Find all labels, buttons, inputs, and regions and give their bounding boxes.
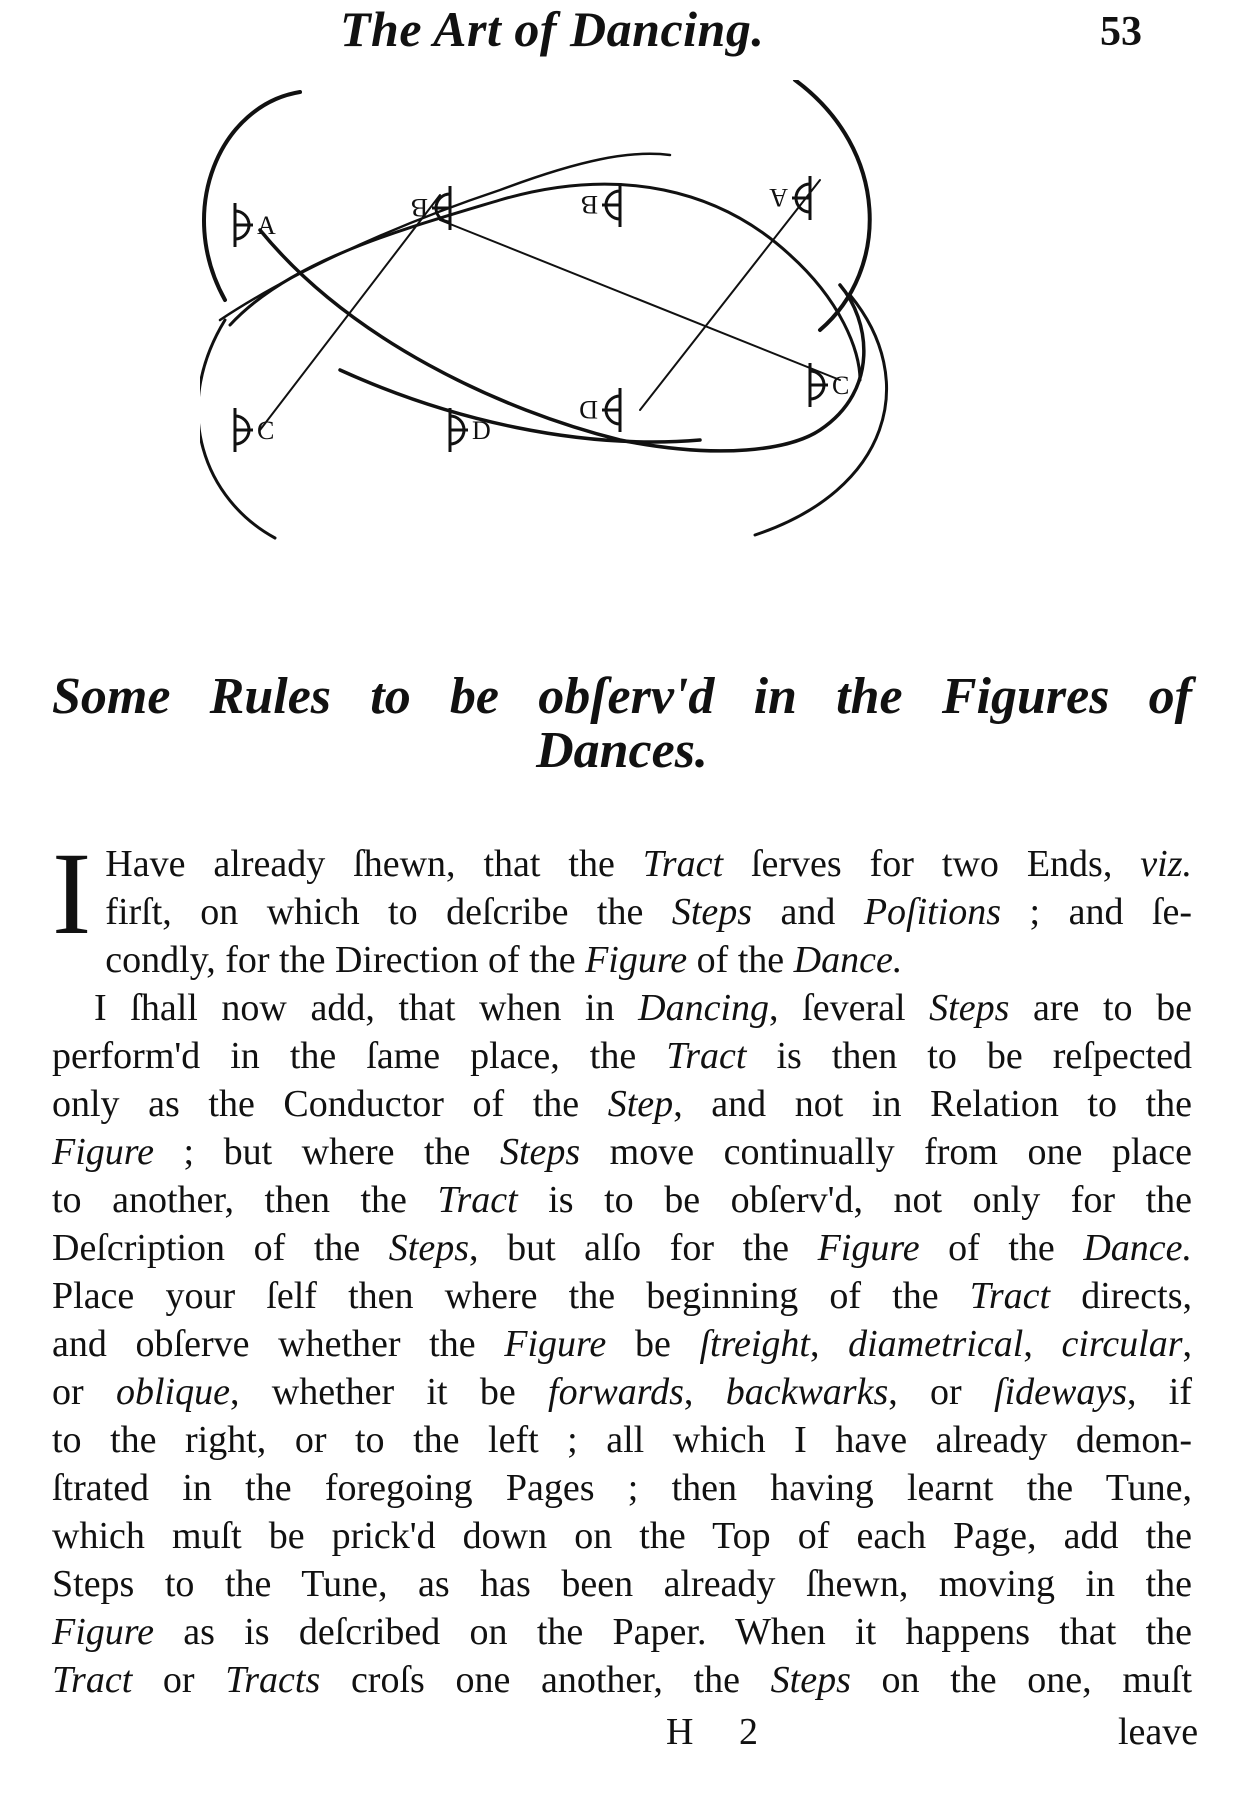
body-text-segment: are to be: [1009, 987, 1193, 1029]
body-text-segment: ſideways: [994, 1371, 1127, 1413]
tract-diagonal-1: [260, 195, 440, 430]
position-label: C: [832, 371, 850, 400]
outer-arc-top-left: [204, 92, 300, 300]
dance-figure-diagram: [200, 80, 1020, 640]
catchword: leave: [1118, 1711, 1199, 1753]
body-text-segment: Tract: [666, 1035, 747, 1077]
body-text-segment: Steps: [770, 1659, 851, 1701]
body-line: [52, 1272, 1192, 1320]
body-text-segment: Deſcription of the: [52, 1227, 389, 1269]
body-text-segment: or: [52, 1371, 116, 1413]
body-text-segment: of the: [919, 1227, 1084, 1269]
body-line: [52, 1032, 1192, 1080]
body-text-segment: Figure: [52, 1131, 155, 1173]
body-text-segment: is then to be reſpected: [746, 1035, 1192, 1077]
body-line: [52, 936, 1192, 984]
body-text-segment: viz.: [1140, 843, 1192, 885]
running-title: The Art of Dancing.: [340, 1, 765, 57]
body-line: [52, 984, 1192, 1032]
body-text-segment: croſs one another, the: [320, 1659, 771, 1701]
body-text-segment: ; but where the: [154, 1131, 500, 1173]
body-text-segment: Tract: [969, 1275, 1051, 1317]
section-title: [52, 670, 1192, 778]
body-text-segment: Have already ſhewn, that the: [105, 843, 643, 885]
body-text-segment: and: [752, 891, 864, 933]
body-text-segment: , or: [888, 1371, 995, 1413]
body-text-segment: forwards: [548, 1371, 684, 1413]
section-title-line-2: Dances.: [536, 722, 708, 779]
dancer-position-symbol: [769, 176, 810, 220]
body-text-segment: Tracts: [225, 1659, 321, 1701]
dancer-position-symbol: [581, 183, 620, 227]
dancer-position-symbol: [235, 408, 274, 452]
body-text-segment: circular: [1061, 1323, 1183, 1365]
body-text-segment: , and not in Relation to the: [673, 1083, 1193, 1125]
body-line: [52, 1512, 1192, 1560]
body-text-segment: ſerves for two Ends,: [723, 843, 1141, 885]
position-label: B: [410, 193, 428, 222]
body-line: [52, 1080, 1192, 1128]
body-text-segment: Dancing: [638, 987, 770, 1029]
tract-arc-lower-right: [340, 370, 700, 442]
tract-arc-upper-left: [220, 154, 670, 320]
body-text-segment: be: [606, 1323, 700, 1365]
body-text-segment: Steps: [388, 1227, 470, 1269]
position-label: C: [257, 416, 275, 445]
outer-arc-top-right: [795, 80, 870, 330]
body-text-segment: oblique: [115, 1371, 230, 1413]
body-line: [52, 1128, 1192, 1176]
body-text-segment: of the: [687, 939, 794, 981]
body-line: [52, 1176, 1192, 1224]
body-text-segment: or: [132, 1659, 226, 1701]
tract-diagonal-3: [440, 220, 840, 380]
body-text-segment: ,: [1023, 1323, 1062, 1365]
body-text-segment: Tract: [642, 843, 724, 885]
body-text-segment: Tract: [52, 1659, 133, 1701]
position-label: A: [769, 183, 788, 212]
body-text-segment: , whether it be: [229, 1371, 549, 1413]
body-line: [52, 1464, 1192, 1512]
drop-cap: I: [52, 828, 92, 959]
body-text-segment: on the one, muſt: [850, 1659, 1192, 1701]
body-line: [52, 1608, 1192, 1656]
position-label: B: [580, 190, 598, 219]
position-label: D: [579, 395, 598, 424]
body-line: [52, 1224, 1192, 1272]
body-text-segment: as is deſcribed on the Paper. When it happens that the: [154, 1611, 1192, 1653]
body-text-segment: Steps: [499, 1131, 581, 1173]
body-text-segment: ,: [1182, 1323, 1193, 1365]
position-label: A: [257, 211, 276, 240]
body-text-segment: Figure: [585, 939, 688, 981]
dancer-position-symbol: [579, 388, 620, 432]
body-text-segment: Dance.: [793, 939, 903, 981]
body-text-segment: backwarks: [725, 1371, 889, 1413]
tract-loop-upper: [260, 230, 864, 451]
body-text-segment: to another, then the: [52, 1179, 438, 1221]
body-text-segment: Steps: [671, 891, 753, 933]
body-text-segment: directs,: [1050, 1275, 1192, 1317]
body-text-segment: , if: [1127, 1371, 1193, 1413]
body-text-segment: , but alſo for the: [469, 1227, 818, 1269]
body-text-segment: Figure: [817, 1227, 920, 1269]
page-number: 53: [1100, 9, 1142, 55]
body-text-segment: Tract: [437, 1179, 518, 1221]
body-text-segment: I ſhall now add, that when in: [94, 987, 639, 1029]
body-text-segment: ſtrated in the foregoing Pages ; then having learnt the Tune,: [52, 1467, 1192, 1509]
body-text-segment: and obſerve whether the: [52, 1323, 505, 1365]
position-label: D: [472, 416, 491, 445]
body-text-segment: which muſt be prick'd down on the Top of each Page, add the: [52, 1515, 1192, 1557]
body-text-segment: ; and ſe-: [1001, 891, 1192, 933]
body-text-segment: to the right, or to the left ; all which I have already demon-: [52, 1419, 1192, 1461]
body-text-segment: ,: [683, 1371, 726, 1413]
body-line: [52, 1416, 1192, 1464]
body-text-segment: is to be obſerv'd, not only for the: [517, 1179, 1192, 1221]
body-text-segment: move continually from one place: [580, 1131, 1193, 1173]
body-text-segment: , ſeveral: [769, 987, 930, 1029]
body-text-segment: perform'd in the ſame place, the: [52, 1035, 667, 1077]
body-text-segment: diametrical: [848, 1323, 1024, 1365]
body-text-segment: Dance.: [1083, 1227, 1193, 1269]
body-text-segment: Poſitions: [863, 891, 1002, 933]
body-line: [52, 840, 1192, 888]
body-text-segment: only as the Conductor of the: [52, 1083, 608, 1125]
signature-mark: H 2: [666, 1711, 776, 1753]
section-title-line-1: Some Rules to be obſerv'd in the Figures of: [52, 668, 1192, 725]
body-text-segment: ſtreight: [699, 1323, 810, 1365]
body-line: [52, 888, 1192, 936]
body-text-segment: Place your ſelf then where the beginning of the: [52, 1275, 970, 1317]
body-text-segment: condly, for the Direction of the: [105, 939, 586, 981]
body-text-segment: Figure: [52, 1611, 155, 1653]
body-text-segment: Step: [607, 1083, 674, 1125]
body-text-segment: firſt, on which to deſcribe the: [105, 891, 672, 933]
body-text-segment: ,: [809, 1323, 849, 1365]
body-line: [52, 1656, 1192, 1704]
body-text: [52, 828, 1193, 1704]
body-text-segment: Figure: [504, 1323, 607, 1365]
body-line: [52, 1368, 1192, 1416]
body-text-segment: Steps: [929, 987, 1010, 1029]
body-text-segment: Steps to the Tune, as has been already ſhewn, moving in the: [52, 1563, 1192, 1605]
body-line: [52, 1320, 1192, 1368]
body-line: [52, 1560, 1192, 1608]
